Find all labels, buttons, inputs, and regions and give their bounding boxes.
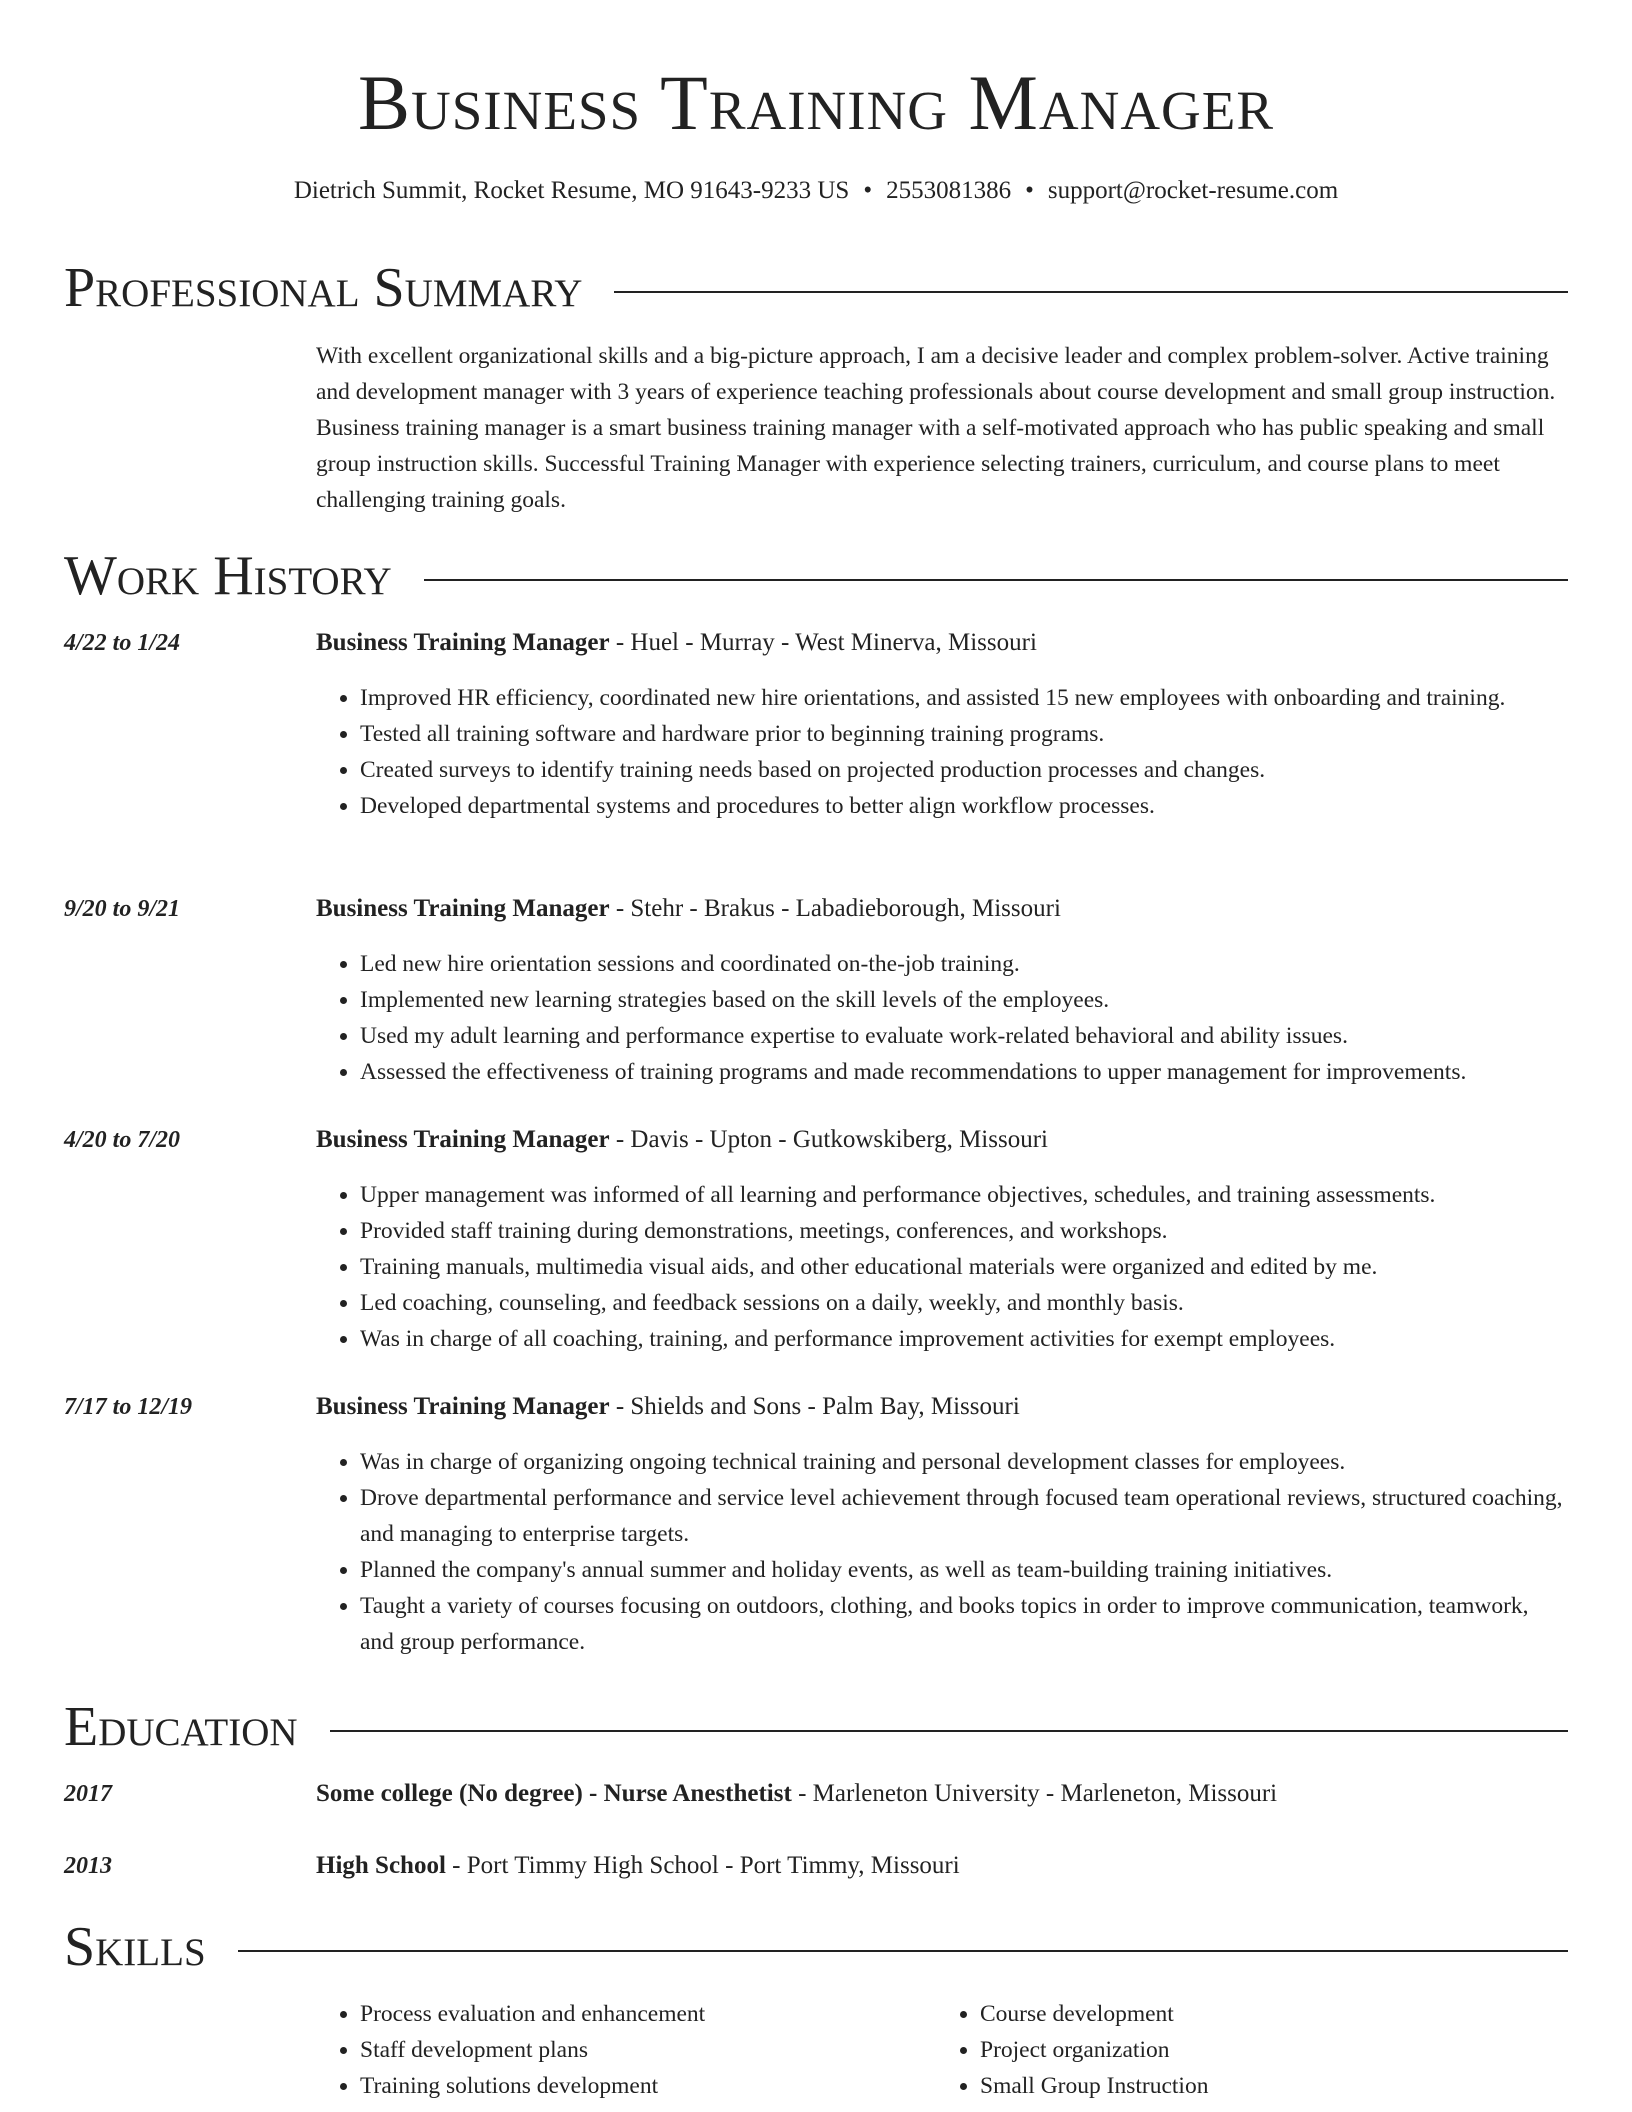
education-entry (64, 1849, 1564, 1883)
skill-item: • Course development (980, 1996, 1556, 2032)
skill-item: • Small Group Instruction (980, 2068, 1556, 2104)
list-item: • Used my adult learning and performance expertise to evaluate work-related behavioral and ability issues. (360, 1018, 1564, 1054)
list-item: • Was in charge of organizing ongoing technical training and personal development classes for employees. (360, 1444, 1564, 1480)
list-item: • Training manuals, multimedia visual aids, and other educational materials were organized and edited by me. (360, 1249, 1564, 1285)
list-item: • Drove departmental performance and service level achievement through focused team operational reviews, structured coaching, and managing to enterprise targets. (360, 1480, 1564, 1552)
education-row (64, 1849, 1564, 1883)
job-dates: 4/20 to 7/20 (64, 1127, 181, 1153)
list-item: • Upper management was informed of all learning and performance objectives, schedules, and training assessments. (360, 1177, 1564, 1213)
education-degree: High School (316, 1852, 446, 1879)
job-headline (316, 1390, 1564, 1424)
section-title: Education (64, 1696, 298, 1758)
job-bullets (316, 680, 1564, 824)
education-details: - Marleneton University - Marleneton, Missouri (791, 1780, 1278, 1807)
skill-item: • Project organization (980, 2032, 1556, 2068)
job-headline (316, 1123, 1564, 1157)
skill-item: • Process evaluation and enhancement (360, 1996, 936, 2032)
job-dates: 9/20 to 9/21 (64, 896, 181, 922)
contact-address: Dietrich Summit, Rocket Resume, MO 91643-9233 US (293, 177, 850, 204)
contact-phone: 2553081386 (886, 177, 1012, 204)
job-details: - Stehr - Brakus - Labadieborough, Missouri (609, 895, 1061, 922)
education-year: 2017 (64, 1781, 112, 1807)
contact-email[interactable]: support@rocket-resume.com (1047, 177, 1339, 204)
list-item: • Created surveys to identify training needs based on projected production processes and changes. (360, 752, 1564, 788)
section-header-skills (64, 1912, 1568, 1982)
education-row (64, 1777, 1564, 1811)
job-headline (316, 892, 1564, 926)
list-item: • Improved HR efficiency, coordinated new hire orientations, and assisted 15 new employees with onboarding and training. (360, 680, 1564, 716)
job-dates: 7/17 to 12/19 (64, 1394, 193, 1420)
job-details: - Davis - Upton - Gutkowskiberg, Missouri (609, 1126, 1048, 1153)
job-role: Business Training Manager (316, 1126, 610, 1153)
section-title: Work History (64, 545, 392, 607)
job-bullets (316, 946, 1564, 1090)
job-header (64, 1123, 1564, 1157)
education-entry (64, 1777, 1564, 1811)
section-title: Skills (64, 1916, 206, 1978)
list-item: • Assessed the effectiveness of training programs and made recommendations to upper management for improvements. (360, 1054, 1564, 1090)
list-item: • Taught a variety of courses focusing on outdoors, clothing, and books topics in order to improve communication, teamwork, and group performance. (360, 1588, 1564, 1660)
job-role: Business Training Manager (316, 629, 610, 656)
list-item: • Implemented new learning strategies based on the skill levels of the employees. (360, 982, 1564, 1018)
list-item: • Planned the company's annual summer and holiday events, as well as team-building training initiatives. (360, 1552, 1564, 1588)
job-entry (64, 626, 1564, 824)
list-item: • Developed departmental systems and procedures to better align workflow processes. (360, 788, 1564, 824)
resume-title: Business Training Manager (357, 59, 1275, 146)
section-divider (238, 1950, 1568, 1952)
list-item: • Led new hire orientation sessions and coordinated on-the-job training. (360, 946, 1564, 982)
education-details: - Port Timmy High School - Port Timmy, Missouri (445, 1852, 960, 1879)
skills-column-left (316, 1996, 936, 2104)
job-header (64, 626, 1564, 660)
contact-separator: • (863, 177, 873, 204)
list-item: • Was in charge of all coaching, training, and performance improvement activities for exempt employees. (360, 1321, 1564, 1357)
job-details: - Huel - Murray - West Minerva, Missouri (609, 629, 1037, 656)
job-entry (64, 892, 1564, 1090)
job-role: Business Training Manager (316, 895, 610, 922)
list-item: • Provided staff training during demonstrations, meetings, conferences, and workshops. (360, 1213, 1564, 1249)
job-dates: 4/22 to 1/24 (64, 630, 181, 656)
skill-item: • Staff development plans (360, 2032, 936, 2068)
job-details: - Shields and Sons - Palm Bay, Missouri (609, 1393, 1020, 1420)
section-header-summary (64, 253, 1568, 323)
section-divider (424, 579, 1568, 581)
list-item: • Led coaching, counseling, and feedback sessions on a daily, weekly, and monthly basis. (360, 1285, 1564, 1321)
job-header (64, 892, 1564, 926)
education-headline (316, 1849, 1564, 1883)
education-headline (316, 1777, 1564, 1811)
job-bullets (316, 1177, 1564, 1357)
job-entry (64, 1123, 1564, 1357)
summary-text: With excellent organizational skills and a big-picture approach, I am a decisive leader and complex problem-solver. Active training and development manager with 3 years of experience teaching professionals about course development and small group instruction. Business training manager is a smart business training manager with a self-motivated approach who has public speaking and small group instruction skills. Successful Training Manager with experience selecting trainers, curriculum, and course plans to meet challenging training goals. (316, 343, 1556, 513)
section-title: Professional Summary (64, 257, 583, 319)
contact-line (0, 174, 1632, 208)
job-bullets (316, 1444, 1564, 1660)
section-header-education (64, 1692, 1568, 1762)
contact-separator: • (1025, 177, 1034, 204)
job-role: Business Training Manager (316, 1393, 610, 1420)
skills-column-right (936, 1996, 1556, 2104)
list-item: • Tested all training software and hardware prior to beginning training programs. (360, 716, 1564, 752)
section-header-work-history (64, 541, 1568, 611)
section-divider (614, 291, 1568, 293)
education-degree: Some college (No degree) - Nurse Anesthetist (316, 1780, 792, 1807)
job-entry (64, 1390, 1564, 1660)
skills-list (316, 1996, 1556, 2104)
job-headline (316, 626, 1564, 660)
skill-item: • Training solutions development (360, 2068, 936, 2104)
section-divider (330, 1730, 1568, 1732)
job-header (64, 1390, 1564, 1424)
education-year: 2013 (64, 1853, 112, 1879)
